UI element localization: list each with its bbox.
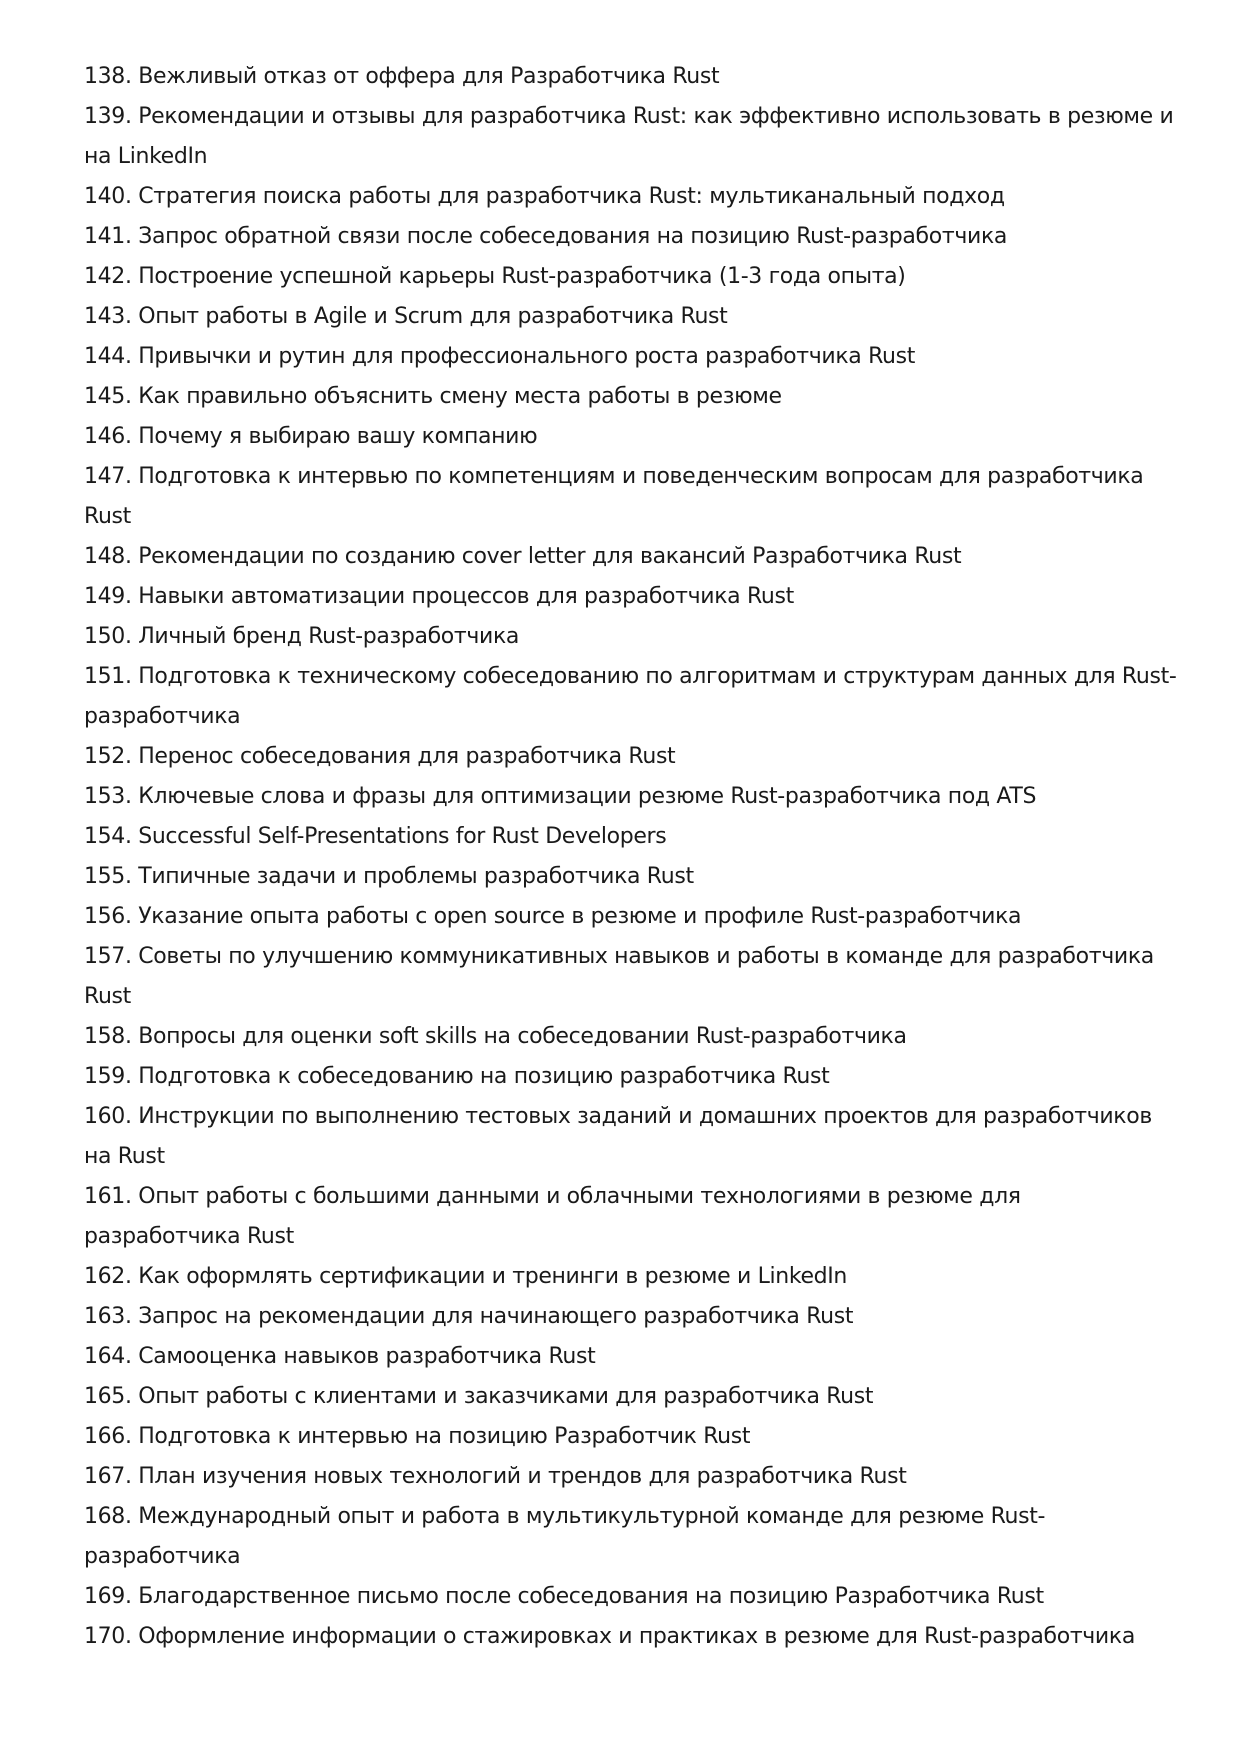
list-item: 153. Ключевые слова и фразы для оптимизации резюме Rust-разработчика под ATS <box>84 784 1037 809</box>
list-item: 170. Оформление информации о стажировках и практиках в резюме для Rust-разработчика <box>84 1624 1135 1649</box>
list-item: 149. Навыки автоматизации процессов для разработчика Rust <box>84 584 794 609</box>
list-item: 168. Международный опыт и работа в мультикультурной команде для резюме Rust-разработчика <box>84 1504 1046 1569</box>
list-item: 141. Запрос обратной связи после собеседования на позицию Rust-разработчика <box>84 224 1008 249</box>
list-item: 163. Запрос на рекомендации для начинающего разработчика Rust <box>84 1304 854 1329</box>
list-item: 140. Стратегия поиска работы для разработчика Rust: мультиканальный подход <box>84 184 1005 209</box>
list-item: 167. План изучения новых технологий и трендов для разработчика Rust <box>84 1464 907 1489</box>
list-item: 155. Типичные задачи и проблемы разработчика Rust <box>84 864 694 889</box>
list-item: 148. Рекомендации по созданию cover letter для вакансий Разработчика Rust <box>84 544 962 569</box>
list-item: 166. Подготовка к интервью на позицию Разработчик Rust <box>84 1424 751 1449</box>
list-item: 145. Как правильно объяснить смену места работы в резюме <box>84 384 782 409</box>
list-item: 160. Инструкции по выполнению тестовых заданий и домашних проектов для разработчиков на Rust <box>84 1104 1152 1169</box>
list-item: 139. Рекомендации и отзывы для разработчика Rust: как эффективно использовать в резюме и на LinkedIn <box>84 104 1174 169</box>
list-item: 150. Личный бренд Rust-разработчика <box>84 624 520 649</box>
list-item: 156. Указание опыта работы с open source в резюме и профиле Rust-разработчика <box>84 904 1022 929</box>
list-item: 162. Как оформлять сертификации и тренинги в резюме и LinkedIn <box>84 1264 847 1289</box>
list-item: 165. Опыт работы с клиентами и заказчиками для разработчика Rust <box>84 1384 874 1409</box>
list-item: 143. Опыт работы в Agile и Scrum для разработчика Rust <box>84 304 728 329</box>
list-item: 147. Подготовка к интервью по компетенциям и поведенческим вопросам для разработчика Rust <box>84 464 1144 529</box>
list-item: 161. Опыт работы с большими данными и облачными технологиями в резюме для разработчика Rust <box>84 1184 1021 1249</box>
list-item: 146. Почему я выбираю вашу компанию <box>84 424 538 449</box>
list-item: 151. Подготовка к техническому собеседованию по алгоритмам и структурам данных для Rust-разработчика <box>84 664 1177 729</box>
list-item: 159. Подготовка к собеседованию на позицию разработчика Rust <box>84 1064 830 1089</box>
list-item: 138. Вежливый отказ от оффера для Разработчика Rust <box>84 64 720 89</box>
list-item: 158. Вопросы для оценки soft skills на собеседовании Rust-разработчика <box>84 1024 907 1049</box>
list-item: 164. Самооценка навыков разработчика Rust <box>84 1344 596 1369</box>
list-item: 152. Перенос собеседования для разработчика Rust <box>84 744 676 769</box>
topic-list <box>84 57 1179 1657</box>
list-item: 142. Построение успешной карьеры Rust-разработчика (1-3 года опыта) <box>84 264 906 289</box>
list-item: 169. Благодарственное письмо после собеседования на позицию Разработчика Rust <box>84 1584 1044 1609</box>
list-item: 154. Successful Self-Presentations for Rust Developers <box>84 824 667 849</box>
list-item: 144. Привычки и рутин для профессионального роста разработчика Rust <box>84 344 915 369</box>
list-item: 157. Советы по улучшению коммуникативных навыков и работы в команде для разработчика Rust <box>84 944 1154 1009</box>
